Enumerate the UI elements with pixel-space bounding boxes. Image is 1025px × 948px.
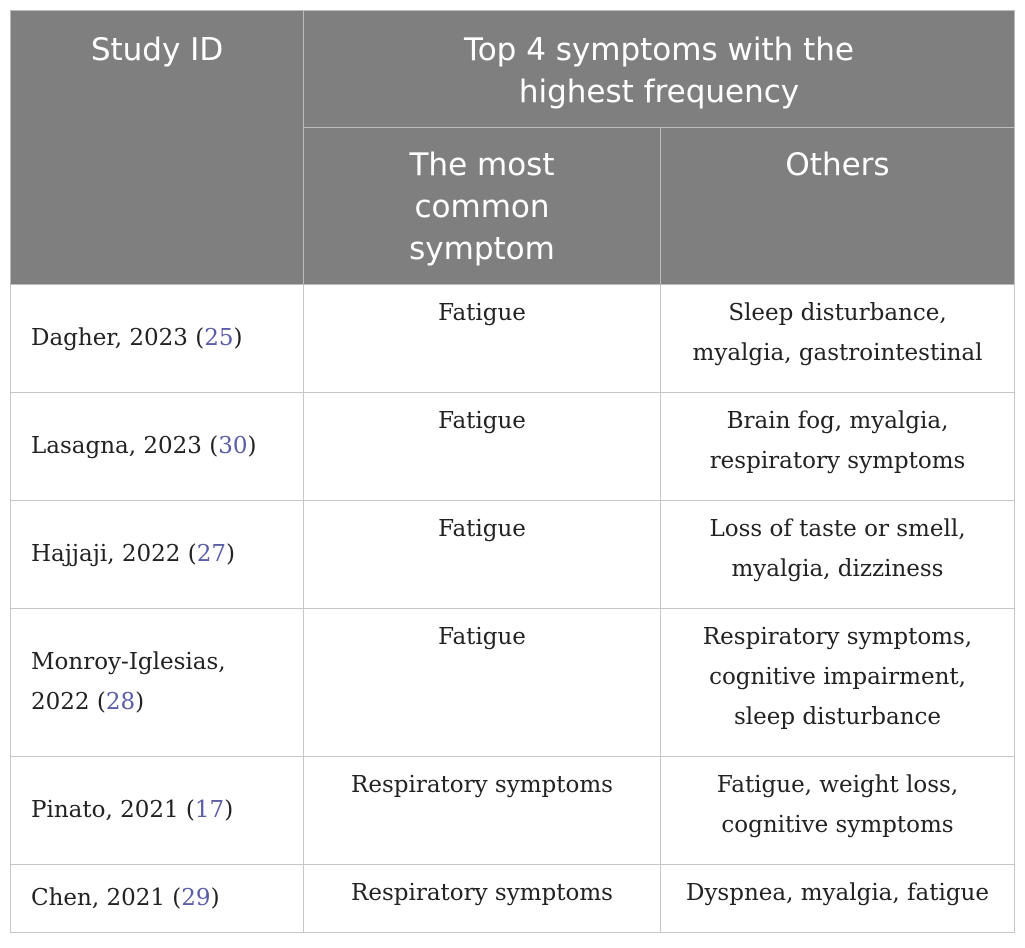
study-cell: Chen, 2021 (29) bbox=[11, 865, 304, 933]
study-name: Pinato, 2021 bbox=[31, 796, 179, 823]
others-text: Fatigue, weight loss, cognitive symptoms bbox=[716, 772, 959, 838]
study-name: Lasagna, 2023 bbox=[31, 432, 202, 459]
symptoms-table bbox=[10, 10, 1015, 933]
most-common-cell: Respiratory symptoms bbox=[304, 757, 661, 865]
others-cell bbox=[661, 757, 1015, 865]
header-row bbox=[11, 11, 1015, 128]
table-row bbox=[11, 609, 1015, 757]
others-cell bbox=[661, 501, 1015, 609]
others-text: Sleep disturbance, myalgia, gastrointestinal bbox=[692, 300, 983, 366]
header-most-common bbox=[304, 128, 661, 285]
most-common-cell: Fatigue bbox=[304, 501, 661, 609]
table-row bbox=[11, 865, 1015, 933]
others-text: Brain fog, myalgia, respiratory symptoms bbox=[709, 408, 966, 474]
study-cell: Monroy-Iglesias, 2022 (28) bbox=[11, 609, 304, 757]
others-cell bbox=[661, 393, 1015, 501]
study-cell: Lasagna, 2023 (30) bbox=[11, 393, 304, 501]
table-row bbox=[11, 757, 1015, 865]
header-others: Others bbox=[661, 128, 1015, 285]
study-cell: Pinato, 2021 (17) bbox=[11, 757, 304, 865]
table-row bbox=[11, 501, 1015, 609]
others-text: Loss of taste or smell, myalgia, dizziness bbox=[709, 516, 966, 582]
study-name: Chen, 2021 bbox=[31, 884, 165, 911]
reference-link[interactable]: 29 bbox=[181, 884, 211, 911]
others-cell bbox=[661, 865, 1015, 933]
most-common-cell: Respiratory symptoms bbox=[304, 865, 661, 933]
others-cell bbox=[661, 285, 1015, 393]
table-row bbox=[11, 285, 1015, 393]
reference-link[interactable]: 17 bbox=[194, 796, 225, 823]
reference-link[interactable]: 30 bbox=[218, 432, 248, 459]
most-common-cell: Fatigue bbox=[304, 393, 661, 501]
header-most-common-label: The most common symptom bbox=[409, 147, 555, 267]
others-text: Respiratory symptoms, cognitive impairment, sleep disturbance bbox=[702, 624, 973, 730]
header-top-symptoms bbox=[304, 11, 1015, 128]
others-cell bbox=[661, 609, 1015, 757]
study-name: Monroy-Iglesias, 2022 bbox=[31, 648, 226, 715]
study-cell: Hajjaji, 2022 (27) bbox=[11, 501, 304, 609]
study-cell: Dagher, 2023 (25) bbox=[11, 285, 304, 393]
most-common-cell: Fatigue bbox=[304, 609, 661, 757]
reference-link[interactable]: 27 bbox=[196, 540, 226, 567]
header-study-id: Study ID bbox=[11, 11, 304, 285]
study-name: Hajjaji, 2022 bbox=[31, 540, 181, 567]
reference-link[interactable]: 28 bbox=[105, 688, 136, 715]
study-name: Dagher, 2023 bbox=[31, 324, 188, 351]
reference-link[interactable]: 25 bbox=[204, 324, 234, 351]
header-top-symptoms-label: Top 4 symptoms with the highest frequency bbox=[464, 32, 854, 110]
table-row bbox=[11, 393, 1015, 501]
others-text: Dyspnea, myalgia, fatigue bbox=[686, 880, 989, 906]
most-common-cell: Fatigue bbox=[304, 285, 661, 393]
